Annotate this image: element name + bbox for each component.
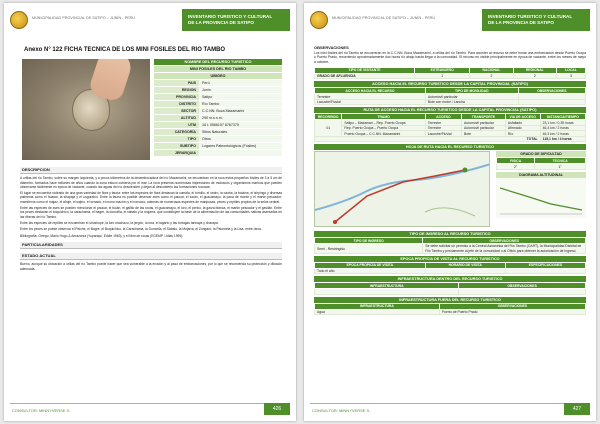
table-cell: Todo el año bbox=[315, 268, 426, 274]
table-cell: 2 bbox=[513, 73, 556, 79]
location-label: UBIGEO bbox=[154, 73, 282, 79]
table-header: FISICA bbox=[497, 158, 535, 164]
banner-line-1: INVENTARIO TURISTICO Y CULTURAL bbox=[488, 14, 573, 19]
table-cell: 2 bbox=[470, 73, 513, 79]
map-title: HOJA DE RUTA HACIA EL RECURSO TURISTICO bbox=[314, 144, 586, 150]
visitor-table bbox=[314, 67, 586, 80]
municipal-seal-icon bbox=[310, 11, 328, 29]
banner-line-1: INVENTARIO TURISTICO Y CULTURAL bbox=[188, 14, 273, 19]
description-section bbox=[20, 163, 282, 271]
page-footer bbox=[310, 403, 590, 415]
table-cell: 115,1 km / 4 horas bbox=[540, 136, 585, 142]
annex-title: Anexo N° 122 FICHA TECNICA DE LOS MINI FOSILES DEL RIO TAMBO bbox=[24, 47, 226, 53]
table-cell: Río bbox=[505, 131, 540, 137]
table-cell: Lacustre/Fluvial bbox=[425, 131, 461, 137]
table-cell: Rep. Puerto Ocopa – Puerto Ocopa bbox=[342, 125, 425, 131]
consultant-label: CONSULTOR: MINNYVERSE S. bbox=[312, 408, 371, 413]
table-cell: Bote con motor / Lancha bbox=[425, 99, 518, 105]
table-cell: Puerto Ocopa – C.C.NN. Mazamarini bbox=[342, 131, 425, 137]
map-section bbox=[314, 151, 586, 229]
table-header: LOCAL bbox=[556, 67, 585, 73]
table-cell: 46,4 km / 2 horas bbox=[540, 125, 585, 131]
table-cell: Automóvil particular bbox=[462, 125, 506, 131]
description-paragraph: El lugar se encuentra rodeado de una gran variedad de flora y fauna: entre las especies de flora destacan la cumala, el tornillo, el cedro, la caoba, la bolaina, el ishpingo y diversas palmeras como el huasaí, la shapaja y el ungurahui. Entre la fauna es posible observar aves como el paucar, el tucán, el guacamayo, la pava de monte y el martín pescador; mamíferos como el majaz, el añuje, el sajino, el venado, el mono machín y el ronsoco; además de numerosas especies de mariposas, peces y reptiles propios de la selva central. bbox=[20, 191, 282, 204]
page-header bbox=[10, 9, 290, 33]
route-table bbox=[314, 113, 586, 142]
field-row: REGION Junín bbox=[154, 87, 282, 93]
field-row: SECTOR C.C.NN. Boca Mazamarini bbox=[154, 108, 282, 114]
table-cell: Satipo – Mazamari – Rep. Puerto Ocopa bbox=[342, 120, 425, 126]
table-cell: 3 bbox=[556, 73, 585, 79]
table-cell: GRADO DE AFLUENCIA bbox=[315, 73, 415, 79]
municipal-seal-icon bbox=[10, 11, 28, 29]
inventory-banner bbox=[182, 9, 290, 31]
observations-text: Los mini fósiles del río Tambo se encuentran en la C.C.NN. Boca Mazamarini, a orillas del río Tambo. Para acceder al recurso se debe tomar una embarcación desde Puerto Ocopa o Puerto Prado, recorriendo aproximadamente dos horas río abajo hasta llegar a la comunidad. El recurso es visible principalmente en época de vaciante, entre los meses de mayo a octubre. bbox=[314, 51, 586, 64]
table-header: REGIONAL bbox=[513, 67, 556, 73]
table-header: ACCESO bbox=[425, 114, 461, 120]
table-cell: Se debe solicitar un permiso a la Central Asháninka del Río Tambo (CART), la Municipalidad Distrital de Río Tambo y previamente al jefe de la comunidad o al Oficio para obtener la autorización de ingreso. bbox=[423, 244, 586, 253]
table-header: OBSERVACIONES bbox=[423, 238, 586, 244]
table-header: INFRAESTRUCTURA bbox=[315, 303, 440, 309]
table-header: OBSERVACIONES bbox=[439, 303, 585, 309]
table-header: DISTANCIA/TIEMPO bbox=[540, 114, 585, 120]
state-title: ESTADO ACTUAL bbox=[20, 253, 282, 260]
access-table bbox=[314, 87, 586, 105]
table-header: TIPO DE VISITANTE bbox=[315, 67, 415, 73]
table-header: VIA DE ACCESO bbox=[505, 114, 540, 120]
name-label: NOMBRE DEL RECURSO TURISTICO bbox=[154, 59, 282, 65]
table-header: OBSERVACIONES bbox=[518, 88, 585, 94]
table-cell: 1 bbox=[415, 73, 470, 79]
map-background bbox=[315, 152, 490, 227]
page-number: 427 bbox=[564, 403, 590, 415]
description-paragraph: Bibliografía: Orrego, Mario Hugo & Amazonía (Yupanqui, Eddie 1963); y el libro de rocas (EGEMP / Atlas 1995). bbox=[20, 233, 184, 238]
table-cell: 2° bbox=[497, 164, 535, 170]
table-cell: Terrestre bbox=[315, 94, 426, 100]
table-header: HORARIO DE VISITA bbox=[425, 262, 505, 268]
table-cell: Bote bbox=[462, 131, 506, 137]
observations-title: OBSERVACIONES bbox=[314, 45, 349, 50]
table-cell bbox=[518, 99, 585, 105]
table-cell bbox=[459, 289, 586, 295]
table-header: TRANSPORTE bbox=[462, 114, 506, 120]
table-cell: Semi - Restringido bbox=[315, 244, 423, 253]
table-header: TRAMO bbox=[342, 114, 425, 120]
left-page bbox=[4, 3, 296, 421]
difficulty-table bbox=[496, 157, 586, 170]
difficulty-title: GRADO DE DIFICULTAD bbox=[496, 151, 586, 157]
field-row: TIPO Otros bbox=[154, 136, 282, 142]
table-header: EXTRANJERO bbox=[415, 67, 470, 73]
description-paragraph: Entre las especies de reptiles se encuentran el shushupe, la loro machaco, la jergón, la boa, el lagarto y las tortugas taricaya y charapa. bbox=[20, 220, 219, 225]
table-cell: 23,1 km / 0,35 horas bbox=[540, 120, 585, 126]
diagram-title: DIAGRAMA ALTITUDINAL bbox=[496, 172, 586, 178]
state-text: Bueno, aunque su ubicación a orillas del río Tambo puede hacer que sea vulnerable a la erosión y al paso de embarcaciones, por lo que se recomienda su protección y difusión adecuada. bbox=[20, 262, 282, 271]
route-map bbox=[314, 151, 490, 227]
description-title: DESCRIPCION bbox=[20, 167, 282, 174]
consultant-label: CONSULTOR: MINNYVERSE S. bbox=[12, 408, 71, 413]
field-row: CATEGORÍA Sitios Naturales bbox=[154, 129, 282, 135]
banner-line-2: DE LA PROVINCIA DE SATIPO bbox=[188, 20, 254, 25]
table-header: EPOCA PROPICIA DE VISITA bbox=[315, 262, 426, 268]
start-marker-icon bbox=[333, 220, 337, 224]
table-header: INFRAESTRUCTURA bbox=[315, 283, 459, 289]
infra-in-title: INFRAESTRUCTURA DENTRO DEL RECURSO TURISTICO bbox=[314, 276, 586, 282]
infra-out-title: INFRAESTRUCTURA FUERA DEL RECURSO TURISTICO bbox=[314, 297, 586, 303]
municipality-label: MUNICIPALIDAD PROVINCIAL DE SATIPO – JUNÍN - PERÚ bbox=[32, 16, 136, 20]
table-cell: Puerto de Puerto Prado bbox=[439, 309, 585, 315]
field-row: JERARQUIA bbox=[154, 150, 282, 156]
table-header: RECORRIDO bbox=[315, 114, 342, 120]
table-cell bbox=[425, 268, 505, 274]
table-cell bbox=[315, 289, 459, 295]
table-cell: 1° bbox=[535, 164, 586, 170]
table-cell: TOTAL bbox=[315, 136, 541, 142]
table-cell: Lacustre/Fluvial bbox=[315, 99, 426, 105]
destination-marker-icon bbox=[463, 168, 468, 173]
table-header: OBSERVACIONES bbox=[459, 283, 586, 289]
table-cell: Terrestre bbox=[425, 125, 461, 131]
table-cell: Afirmado bbox=[505, 125, 540, 131]
inventory-banner bbox=[482, 9, 590, 31]
route-map-graphic bbox=[315, 152, 490, 227]
table-header: TIPO DE MOVILIDAD bbox=[425, 88, 518, 94]
table-cell: 46,3 km / 2 horas bbox=[540, 131, 585, 137]
table-cell: Asfaltado bbox=[505, 120, 540, 126]
season-table bbox=[314, 262, 586, 275]
field-row: SUBTIPO Lugares Paleontológicos (Fósiles) bbox=[154, 143, 282, 149]
table-cell: Automóvil particular bbox=[462, 120, 506, 126]
description-paragraph: A orillas del río Tambo, sobre su margen izquierda, y a pocos kilómetros de la desembocadura del río Mazamarini, se encuentran en la roca estos pequeños fósiles de 3 a 5 cm de diámetro, formados hace millones de años cuando la zona estuvo cubierta por el mar. La roca presenta numerosas impresiones de moluscos y organismos marinos que pueden observarse fácilmente en época de vaciante, cuando las aguas del río descienden y dejan al descubierto las formaciones rocosas. bbox=[20, 176, 282, 189]
fossil-photo bbox=[22, 59, 150, 160]
altitude-diagram bbox=[496, 178, 586, 218]
table-header: ACCESO HACIA EL RECURSO bbox=[315, 88, 426, 94]
difficulty-panel bbox=[496, 151, 586, 223]
table-cell bbox=[505, 268, 585, 274]
description-paragraph: Entre las especies de aves se pueden mencionar el paucar, el tucán, el gallito de las rocas, el guacamayo, el loro, el perico, la garza blanca, el martín pescador y el gavilán. Entre los peces destacan el boquichico, la carachama, el bagre, la doncella, el sábalo y la mojarra, que constituyen la base de la alimentación de las comunidades nativas asentadas en las riberas del río Tambo. bbox=[20, 206, 282, 219]
right-content bbox=[314, 41, 586, 315]
municipality-label: MUNICIPALIDAD PROVINCIAL DE SATIPO – JUNÍN - PERÚ bbox=[332, 16, 436, 20]
field-row: UTM 18 L 0566107 8767375 bbox=[154, 122, 282, 128]
table-cell: Terrestre bbox=[425, 120, 461, 126]
table-header: TECNICA bbox=[535, 158, 586, 164]
season-title: EPOCA PROPICIA DE VISITA AL RECURSO TURISTICO bbox=[314, 256, 586, 262]
table-cell: Automóvil particular bbox=[425, 94, 518, 100]
particularities-title: PARTICULARIDADES bbox=[20, 242, 282, 249]
field-row: DISTRITO Río Tambo bbox=[154, 101, 282, 107]
page-footer bbox=[10, 403, 290, 415]
resource-info-panel bbox=[154, 59, 282, 157]
table-cell: Agua bbox=[315, 309, 440, 315]
access-type-title: TIPO DE INGRESO AL RECURSO TURISTICO bbox=[314, 231, 586, 237]
infra-in-table bbox=[314, 282, 586, 295]
table-header: TIPO DE INGRESO bbox=[315, 238, 423, 244]
description-paragraph: Entre los peces se puede observar el Paiche, el Bagre, el Boquichico, la Carachama, la Doncella, el Sábalo, la Mojarra, el Zúngaro, la Palometa y la Lisa, entre otros. bbox=[20, 227, 262, 232]
banner-line-2: DE LA PROVINCIA DE SATIPO bbox=[488, 20, 554, 25]
route-title: RUTA DE ACCESO HACIA EL RECURSO TURISTICO DESDE LA CAPITAL PROVINCIAL (SATIPO) bbox=[314, 107, 586, 113]
fields-list bbox=[154, 80, 282, 156]
access-title: ACCESO HACIA EL RECURSO TURISTICO DESDE LA CAPITAL PROVINCIAL (SATIPO) bbox=[314, 81, 586, 87]
access-type-table bbox=[314, 237, 586, 253]
table-header: ESPECIFICACIONES bbox=[505, 262, 585, 268]
page-header bbox=[310, 9, 590, 33]
field-row: PAIS Perú bbox=[154, 80, 282, 86]
infra-out-table bbox=[314, 303, 586, 316]
right-page bbox=[304, 3, 596, 421]
field-row: ALTITUD 290 m.s.n.m. bbox=[154, 115, 282, 121]
field-row: PROVINCIA Satipo bbox=[154, 94, 282, 100]
diagram-background bbox=[496, 178, 586, 218]
name-value: MINI FOSILES DEL RIO TAMBO bbox=[154, 66, 282, 72]
table-cell: 01 bbox=[315, 120, 342, 137]
page-number: 426 bbox=[264, 403, 290, 415]
table-header: NACIONAL bbox=[470, 67, 513, 73]
